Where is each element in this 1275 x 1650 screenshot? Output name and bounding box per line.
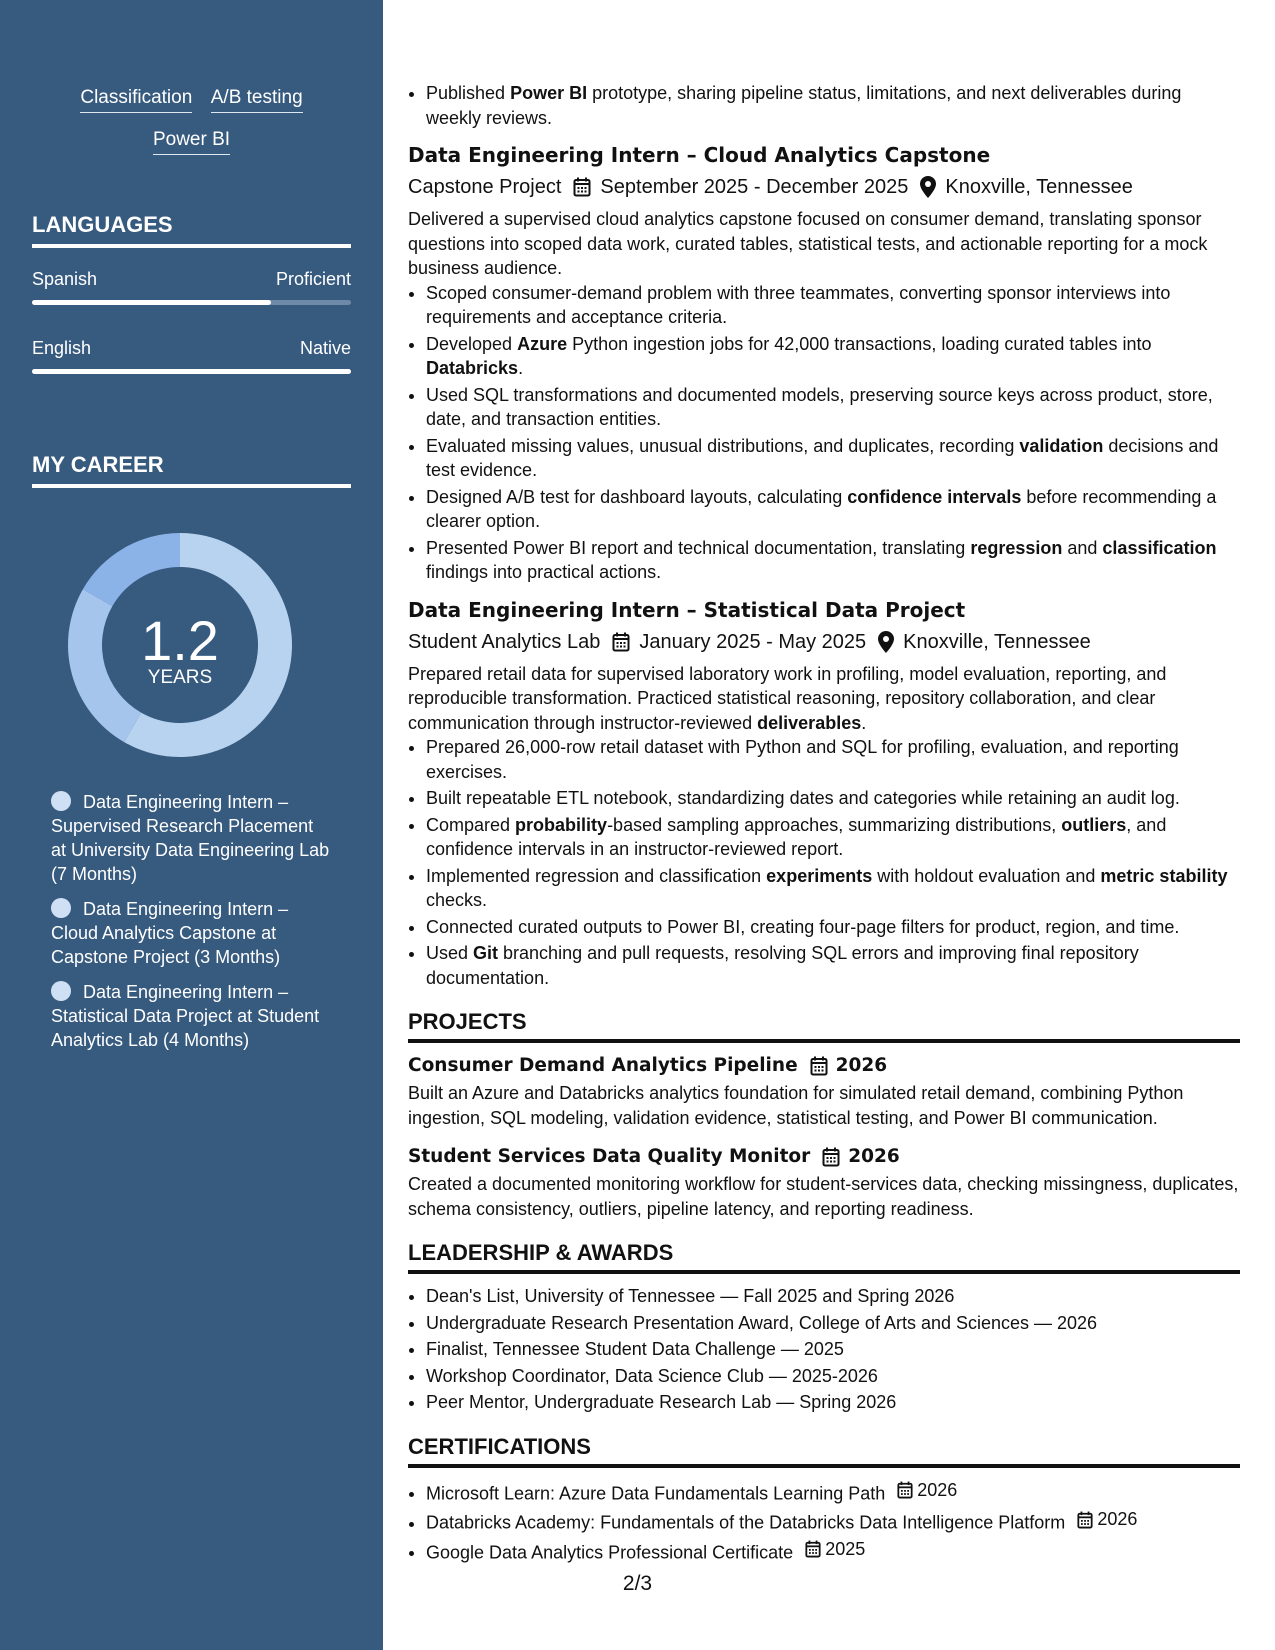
career-item: Data Engineering Intern – Supervised Research Placement at University Data Engineering Lab (7 Months) [51,792,330,884]
bullet-item: • Developed Azure Python ingestion jobs for 42,000 transactions, loading curated tables into Databricks. [426,332,1240,381]
career-years-value: 1.2 [141,609,219,672]
bullet-dot-icon [51,981,71,1001]
bullet-item: • Built repeatable ETL notebook, standardizing dates and categories while retaining an audit log. [426,786,1240,811]
language-level: Proficient [275,269,351,289]
calendar-icon [1077,1511,1093,1529]
awards-list [408,1284,1240,1415]
job-title: Data Engineering Intern – Cloud Analytics Capstone [408,143,991,167]
projects-heading: PROJECTS [408,1008,1240,1043]
language-english [32,337,351,374]
job-org: Capstone Project [408,176,562,198]
skill-tag: A/B testing [211,86,303,113]
career-donut [65,530,295,760]
award-item: • Undergraduate Research Presentation Award, College of Arts and Sciences — 2026 [426,1311,1240,1336]
job-meta [408,629,1240,655]
language-spanish [32,268,351,305]
sidebar [0,0,383,1650]
career-years-label: YEARS [147,667,213,688]
career-item: Data Engineering Intern – Statistical Data Project at Student Analytics Lab (4 Months) [51,982,320,1050]
certification-item: • Google Data Analytics Professional Certificate 2025 [426,1537,1240,1565]
skills-list [32,86,351,170]
job-title: Data Engineering Intern – Statistical Data Project [408,597,966,622]
award-item: • Workshop Coordinator, Data Science Club — 2025-2026 [426,1364,1240,1389]
language-name: English [32,338,92,358]
project-title: Student Services Data Quality Monitor [408,1146,811,1167]
certification-item: • Microsoft Learn: Azure Data Fundamentals Learning Path 2026 [426,1478,1240,1506]
job-org: Student Analytics Lab [408,630,601,653]
calendar-icon [573,177,591,197]
bullet-item: • Designed A/B test for dashboard layouts, calculating confidence intervals before recommending a clearer option. [426,485,1240,534]
bullet-item: • Evaluated missing values, unusual distributions, and duplicates, recording validation decisions and test evidence. [426,434,1240,483]
calendar-icon [805,1540,821,1558]
bullet-item: • Presented Power BI report and technical documentation, translating regression and classification findings into practical actions. [426,536,1240,585]
main-content [408,0,1240,1567]
bullet-item: • Implemented regression and classification experiments with holdout evaluation and metric stability checks. [426,864,1240,913]
location-pin-icon [920,176,936,198]
language-bar-fill [32,369,351,374]
job-location: Knoxville, Tennessee [945,176,1133,198]
job-summary: Prepared retail data for supervised laboratory work in profiling, model evaluation, reporting, and reproducible transformation. Practiced statistical reasoning, repository collaboration, and clear communication through instructor-reviewed deliverables. [408,663,1167,733]
project-year: 2026 [848,1146,900,1167]
calendar-icon [810,1056,828,1076]
project-title-row [408,1053,1240,1079]
job-meta [408,174,1240,200]
certification-item: • Databricks Academy: Fundamentals of the Databricks Data Intelligence Platform 2026 [426,1507,1240,1535]
bullet-item: • Scoped consumer-demand problem with three teammates, converting sponsor interviews into requirements and acceptance criteria. [426,281,1240,330]
job-dates: September 2025 - December 2025 [600,176,909,198]
experience-bullets [408,81,1240,130]
language-name: Spanish [32,269,98,289]
page-number: 2/3 [622,1572,653,1595]
awards-heading: LEADERSHIP & AWARDS [408,1239,1240,1274]
award-item: • Peer Mentor, Undergraduate Research Lab — Spring 2026 [426,1390,1240,1415]
certifications-list [408,1478,1240,1565]
project-description: Created a documented monitoring workflow for student-services data, checking missingness, duplicates, schema consistency, outliers, pipeline latency, and reporting readiness. [408,1174,1239,1219]
language-level: Native [299,338,351,358]
language-bar-fill [32,300,271,305]
bullet-item: • Connected curated outputs to Power BI, creating four-page filters for product, region, and time. [426,915,1240,940]
job-location: Knoxville, Tennessee [903,630,1091,653]
donut-segment [68,589,141,742]
project-title: Consumer Demand Analytics Pipeline [408,1055,798,1076]
career-item: Data Engineering Intern – Cloud Analytics Capstone at Capstone Project (3 Months) [51,899,289,967]
skill-tag: Classification [80,86,192,113]
job-summary: Delivered a supervised cloud analytics capstone focused on consumer demand, translating sponsor questions into scoped data work, curated tables, statistical tests, and actionable reporting for a mock business audience. [408,209,1208,278]
language-bar [32,369,351,374]
language-bar [32,300,351,305]
skill-tag: Power BI [153,128,230,155]
calendar-icon [612,632,630,652]
location-pin-icon [878,631,894,653]
languages-heading: LANGUAGES [32,211,351,248]
donut-segment [83,533,180,606]
career-heading: MY CAREER [32,451,351,488]
award-item: • Dean's List, University of Tennessee — Fall 2025 and Spring 2026 [426,1284,1240,1309]
career-timeline [51,790,331,1063]
calendar-icon [822,1147,840,1167]
project-year: 2026 [835,1055,888,1076]
bullet-dot-icon [51,898,71,918]
job-bullets [408,735,1240,990]
bullet-dot-icon [51,791,71,811]
project-title-row [408,1144,1240,1170]
bullet-item: • Prepared 26,000-row retail dataset with Python and SQL for profiling, evaluation, and reporting exercises. [426,735,1240,784]
job-dates: January 2025 - May 2025 [639,630,867,653]
bullet-item: • Published Power BI prototype, sharing pipeline status, limitations, and next deliverables during weekly reviews. [426,81,1240,130]
project-description: Built an Azure and Databricks analytics foundation for simulated retail demand, combining Python ingestion, SQL modeling, validation evidence, statistical testing, and Power BI communication. [408,1083,1184,1128]
bullet-item: • Used SQL transformations and documented models, preserving source keys across product, store, date, and transaction entities. [426,383,1240,432]
certifications-heading: CERTIFICATIONS [408,1433,1240,1468]
bullet-item: • Used Git branching and pull requests, resolving SQL errors and improving final repository documentation. [426,941,1240,990]
calendar-icon [897,1481,913,1499]
job-bullets [408,281,1240,585]
bullet-item: • Compared probability-based sampling approaches, summarizing distributions, outliers, and confidence intervals in an instructor-reviewed report. [426,813,1240,862]
award-item: • Finalist, Tennessee Student Data Challenge — 2025 [426,1337,1240,1362]
